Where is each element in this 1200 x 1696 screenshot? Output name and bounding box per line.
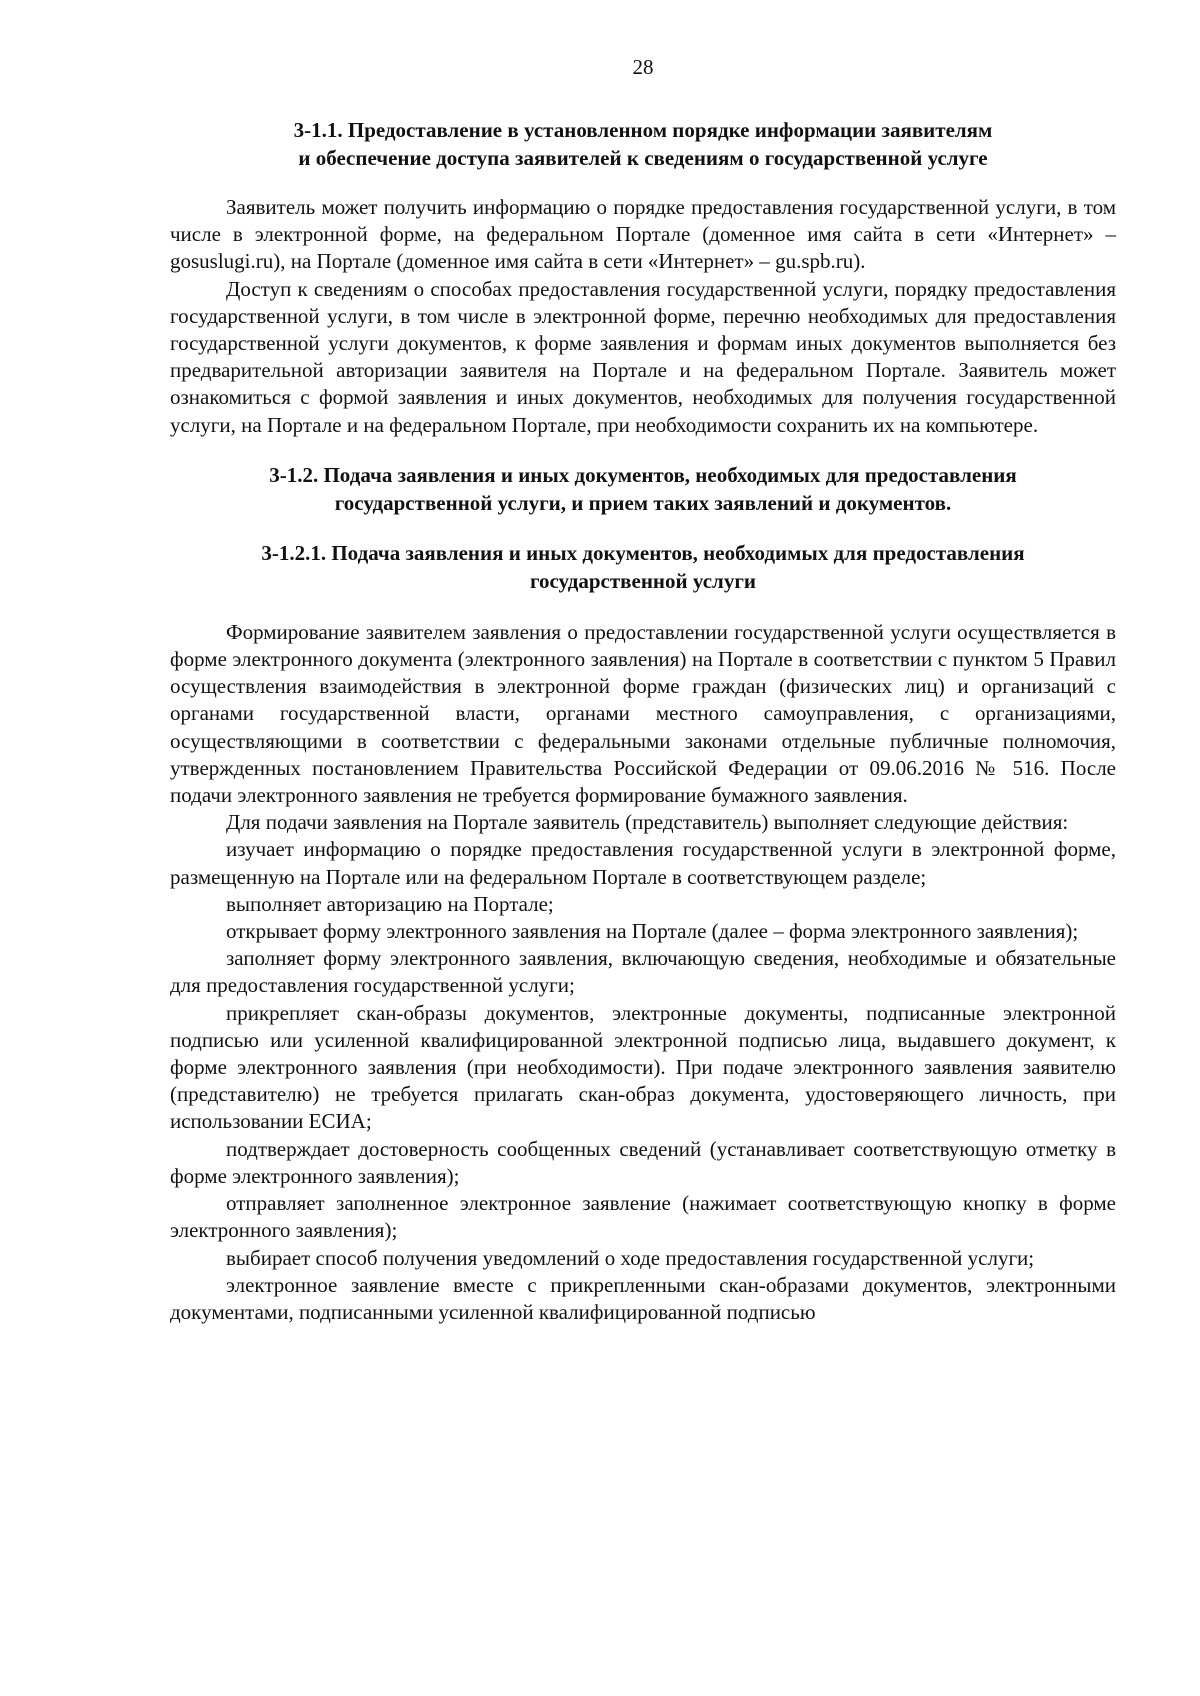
document-page [170, 54, 1116, 1674]
list-item: выполняет авторизацию на Портале; [226, 891, 554, 916]
list-item: выбирает способ получения уведомлений о ходе предоставления государственной услуги; [226, 1245, 1035, 1270]
section-3-1-2-title-line1: 3-1.2. Подача заявления и иных документов, необходимых для предоставления [269, 462, 1017, 487]
section-3-1-2-title-line2: государственной услуги, и прием таких заявлений и документов. [334, 490, 952, 515]
list-item: прикрепляет скан-образы документов, электронные документы, подписанные электронной подписью или усиленной квалифицированной электронной подписью лица, выдавшего документ, к форме электронного заявления (при необходимости). При подаче электронного заявления заявителю (представителю) не требуется прилагать скан-образ документа, удостоверяющего личность, при использовании ЕСИА; [170, 1000, 1116, 1134]
page-number: 28 [632, 55, 654, 79]
list-item: открывает форму электронного заявления на Портале (далее – форма электронного заявления); [226, 919, 1079, 944]
paragraph: Формирование заявителем заявления о предоставлении государственной услуги осуществляется в форме электронного документа (электронного заявления) на Портале в соответствии с пунктом 5 Правил осуществления взаимодействия в электронной форме граждан (физических лиц) и организаций с органами государственной власти, органами местного самоуправления, с организациями, осуществляющими в соответствии с федеральными законами отдельные публичные полномочия, утвержденных постановлением Правительства Российской Федерации от 09.06.2016 № 516. После подачи электронного заявления не требуется формирование бумажного заявления. [170, 619, 1116, 808]
section-3-1-1-heading [170, 116, 1116, 172]
paragraph: Заявитель может получить информацию о порядке предоставления государственной услуги, в том числе в электронной форме, на федеральном Портале (доменное имя сайта в сети «Интернет» – gosuslugi.ru), на Портале (доменное имя сайта в сети «Интернет» – gu.spb.ru). [170, 195, 1116, 274]
section-3-1-2-1-title-line2: государственной услуги [530, 568, 756, 593]
list-item: подтверждает достоверность сообщенных сведений (устанавливает соответствующую отметку в форме электронного заявления); [170, 1136, 1116, 1188]
section-3-1-2-1-heading [170, 539, 1116, 595]
list-item: заполняет форму электронного заявления, включающую сведения, необходимые и обязательные для предоставления государственной услуги; [170, 946, 1116, 998]
list-item: электронное заявление вместе с прикрепленными скан-образами документов, электронными документами, подписанными усиленной квалифицированной подписью [170, 1272, 1116, 1324]
paragraph: Доступ к сведениям о способах предоставления государственной услуги, порядку предоставления государственной услуги, в том числе в электронной форме, перечню необходимых для предоставления государственной услуги документов, к форме заявления и формам иных документов выполняется без предварительной авторизации заявителя на Портале и на федеральном Портале. Заявитель может ознакомиться с формой заявления и иных документов, необходимых для получения государственной услуги, на Портале и на федеральном Портале, при необходимости сохранить их на компьютере. [170, 276, 1116, 437]
list-item: отправляет заполненное электронное заявление (нажимает соответствующую кнопку в форме электронного заявления); [170, 1191, 1116, 1243]
list-item: изучает информацию о порядке предоставления государственной услуги в электронной форме, размещенную на Портале или на федеральном Портале в соответствующем разделе; [170, 837, 1116, 889]
section-3-1-1-title-line2: и обеспечение доступа заявителей к сведениям о государственной услуге [298, 146, 988, 170]
paragraph: Для подачи заявления на Портале заявитель (представитель) выполняет следующие действия: [226, 810, 1069, 835]
section-3-1-2-heading [170, 461, 1116, 517]
section-3-1-1-title-line1: 3-1.1. Предоставление в установленном порядке информации заявителям [293, 118, 993, 142]
section-3-1-2-1-title-line1: 3-1.2.1. Подача заявления и иных документов, необходимых для предоставления [261, 540, 1025, 565]
